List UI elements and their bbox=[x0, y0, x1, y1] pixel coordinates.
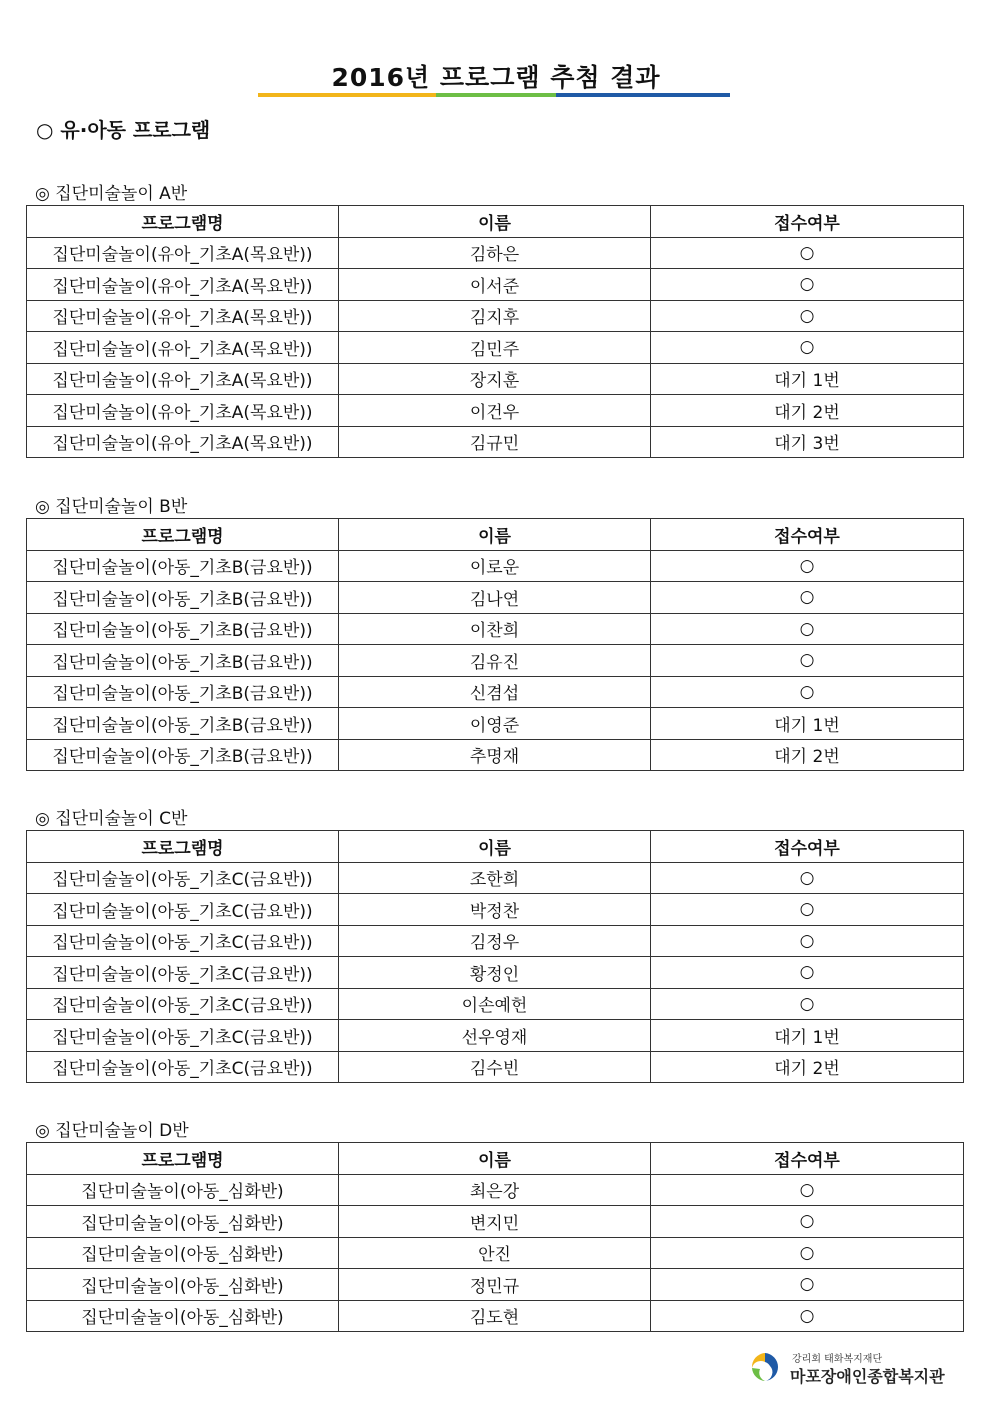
status-cell: 대기 1번 bbox=[651, 363, 964, 395]
status-cell: ○ bbox=[651, 1300, 964, 1332]
organization-logo bbox=[748, 1348, 973, 1388]
result-table bbox=[26, 518, 964, 771]
applicant-name-cell: 선우영재 bbox=[339, 1020, 651, 1052]
status-cell: 대기 1번 bbox=[651, 708, 964, 740]
applicant-name-cell: 김수빈 bbox=[339, 1051, 651, 1083]
status-cell: ○ bbox=[651, 582, 964, 614]
status-cell: ○ bbox=[651, 957, 964, 989]
table-row bbox=[27, 1300, 964, 1332]
program-name-cell: 집단미술놀이(아동_심화반) bbox=[27, 1206, 339, 1238]
applicant-name-cell: 추명재 bbox=[339, 739, 651, 771]
status-cell: 대기 2번 bbox=[651, 395, 964, 427]
applicant-name-cell: 김하은 bbox=[339, 237, 651, 269]
title-underline bbox=[258, 93, 730, 97]
program-name-header: 프로그램명 bbox=[27, 1143, 339, 1175]
applicant-name-cell: 이건우 bbox=[339, 395, 651, 427]
status-header: 접수여부 bbox=[651, 206, 964, 238]
table-row bbox=[27, 925, 964, 957]
status-header: 접수여부 bbox=[651, 831, 964, 863]
program-name-header: 프로그램명 bbox=[27, 206, 339, 238]
applicant-name-cell: 이서준 bbox=[339, 269, 651, 301]
status-cell: 대기 2번 bbox=[651, 1051, 964, 1083]
program-name-cell: 집단미술놀이(아동_기초C(금요반)) bbox=[27, 1051, 339, 1083]
status-header: 접수여부 bbox=[651, 1143, 964, 1175]
applicant-name-cell: 김민주 bbox=[339, 332, 651, 364]
group-title: ◎ 집단미술놀이 C반 bbox=[35, 809, 188, 829]
table-header-row bbox=[27, 519, 964, 551]
table-row bbox=[27, 582, 964, 614]
applicant-name-cell: 조한희 bbox=[339, 862, 651, 894]
program-name-cell: 집단미술놀이(아동_기초B(금요반)) bbox=[27, 613, 339, 645]
applicant-name-cell: 안진 bbox=[339, 1237, 651, 1269]
table-row bbox=[27, 676, 964, 708]
applicant-name-cell: 김규민 bbox=[339, 426, 651, 458]
status-cell: ○ bbox=[651, 550, 964, 582]
program-name-cell: 집단미술놀이(유아_기초A(목요반)) bbox=[27, 300, 339, 332]
applicant-name-cell: 김정우 bbox=[339, 925, 651, 957]
program-group bbox=[26, 1121, 963, 1332]
program-name-cell: 집단미술놀이(아동_기초C(금요반)) bbox=[27, 894, 339, 926]
program-name-cell: 집단미술놀이(아동_기초B(금요반)) bbox=[27, 739, 339, 771]
applicant-name-cell: 장지훈 bbox=[339, 363, 651, 395]
program-name-cell: 집단미술놀이(유아_기초A(목요반)) bbox=[27, 395, 339, 427]
result-table bbox=[26, 205, 964, 458]
program-name-cell: 집단미술놀이(유아_기초A(목요반)) bbox=[27, 332, 339, 364]
result-table bbox=[26, 830, 964, 1083]
table-row bbox=[27, 1206, 964, 1238]
applicant-name-cell: 이영준 bbox=[339, 708, 651, 740]
table-row bbox=[27, 332, 964, 364]
applicant-name-cell: 이손예헌 bbox=[339, 988, 651, 1020]
applicant-name-cell: 김지후 bbox=[339, 300, 651, 332]
table-row bbox=[27, 645, 964, 677]
applicant-name-cell: 이찬희 bbox=[339, 613, 651, 645]
table-row bbox=[27, 1020, 964, 1052]
group-title: ◎ 집단미술놀이 A반 bbox=[35, 184, 188, 204]
program-name-cell: 집단미술놀이(아동_기초B(금요반)) bbox=[27, 708, 339, 740]
title-underline-blue bbox=[556, 93, 730, 97]
program-name-cell: 집단미술놀이(아동_기초C(금요반)) bbox=[27, 957, 339, 989]
name-header: 이름 bbox=[339, 831, 651, 863]
name-header: 이름 bbox=[339, 519, 651, 551]
status-cell: 대기 1번 bbox=[651, 1020, 964, 1052]
table-row bbox=[27, 1051, 964, 1083]
applicant-name-cell: 김나연 bbox=[339, 582, 651, 614]
status-cell: ○ bbox=[651, 613, 964, 645]
table-row bbox=[27, 988, 964, 1020]
table-row bbox=[27, 894, 964, 926]
program-name-cell: 집단미술놀이(아동_기초C(금요반)) bbox=[27, 925, 339, 957]
applicant-name-cell: 황정인 bbox=[339, 957, 651, 989]
applicant-name-cell: 김유진 bbox=[339, 645, 651, 677]
name-header: 이름 bbox=[339, 1143, 651, 1175]
table-row bbox=[27, 613, 964, 645]
status-cell: 대기 3번 bbox=[651, 426, 964, 458]
status-cell: ○ bbox=[651, 645, 964, 677]
table-header-row bbox=[27, 206, 964, 238]
table-row bbox=[27, 708, 964, 740]
program-name-cell: 집단미술놀이(아동_기초C(금요반)) bbox=[27, 988, 339, 1020]
program-group bbox=[26, 184, 963, 458]
program-name-cell: 집단미술놀이(유아_기초A(목요반)) bbox=[27, 363, 339, 395]
table-row bbox=[27, 426, 964, 458]
status-cell: ○ bbox=[651, 862, 964, 894]
table-row bbox=[27, 1269, 964, 1301]
program-name-cell: 집단미술놀이(아동_심화반) bbox=[27, 1300, 339, 1332]
status-cell: ○ bbox=[651, 894, 964, 926]
table-header-row bbox=[27, 1143, 964, 1175]
status-cell: 대기 2번 bbox=[651, 739, 964, 771]
applicant-name-cell: 박정찬 bbox=[339, 894, 651, 926]
status-cell: ○ bbox=[651, 332, 964, 364]
table-row bbox=[27, 300, 964, 332]
section-heading: ○ 유·아동 프로그램 bbox=[36, 118, 211, 142]
status-cell: ○ bbox=[651, 300, 964, 332]
program-name-cell: 집단미술놀이(유아_기초A(목요반)) bbox=[27, 269, 339, 301]
table-row bbox=[27, 395, 964, 427]
table-row bbox=[27, 957, 964, 989]
title-underline-green bbox=[436, 93, 556, 97]
status-cell: ○ bbox=[651, 1237, 964, 1269]
program-name-header: 프로그램명 bbox=[27, 831, 339, 863]
name-header: 이름 bbox=[339, 206, 651, 238]
table-row bbox=[27, 1174, 964, 1206]
status-cell: ○ bbox=[651, 1174, 964, 1206]
status-header: 접수여부 bbox=[651, 519, 964, 551]
program-name-cell: 집단미술놀이(유아_기초A(목요반)) bbox=[27, 426, 339, 458]
program-name-cell: 집단미술놀이(유아_기초A(목요반)) bbox=[27, 237, 339, 269]
program-name-header: 프로그램명 bbox=[27, 519, 339, 551]
table-row bbox=[27, 237, 964, 269]
status-cell: ○ bbox=[651, 988, 964, 1020]
table-row bbox=[27, 363, 964, 395]
table-row bbox=[27, 1237, 964, 1269]
applicant-name-cell: 김도현 bbox=[339, 1300, 651, 1332]
table-row bbox=[27, 550, 964, 582]
status-cell: ○ bbox=[651, 1206, 964, 1238]
program-name-cell: 집단미술놀이(아동_기초C(금요반)) bbox=[27, 1020, 339, 1052]
group-title: ◎ 집단미술놀이 B반 bbox=[35, 497, 188, 517]
applicant-name-cell: 신겸섭 bbox=[339, 676, 651, 708]
program-name-cell: 집단미술놀이(아동_기초B(금요반)) bbox=[27, 676, 339, 708]
applicant-name-cell: 최은강 bbox=[339, 1174, 651, 1206]
result-table bbox=[26, 1142, 964, 1332]
program-name-cell: 집단미술놀이(아동_기초C(금요반)) bbox=[27, 862, 339, 894]
program-group bbox=[26, 497, 963, 771]
status-cell: ○ bbox=[651, 676, 964, 708]
logo-emblem-icon bbox=[748, 1350, 782, 1384]
program-name-cell: 집단미술놀이(아동_심화반) bbox=[27, 1269, 339, 1301]
table-row bbox=[27, 269, 964, 301]
status-cell: ○ bbox=[651, 1269, 964, 1301]
page-title: 2016년 프로그램 추첨 결과 bbox=[331, 63, 661, 92]
program-name-cell: 집단미술놀이(아동_심화반) bbox=[27, 1174, 339, 1206]
table-row bbox=[27, 862, 964, 894]
title-underline-yellow bbox=[258, 93, 436, 97]
program-name-cell: 집단미술놀이(아동_심화반) bbox=[27, 1237, 339, 1269]
table-row bbox=[27, 739, 964, 771]
logo-organization-name: 마포장애인종합복지관 bbox=[790, 1367, 945, 1386]
program-name-cell: 집단미술놀이(아동_기초B(금요반)) bbox=[27, 645, 339, 677]
program-name-cell: 집단미술놀이(아동_기초B(금요반)) bbox=[27, 550, 339, 582]
program-name-cell: 집단미술놀이(아동_기초B(금요반)) bbox=[27, 582, 339, 614]
program-group bbox=[26, 809, 963, 1083]
applicant-name-cell: 변지민 bbox=[339, 1206, 651, 1238]
logo-foundation-name: 강리회 태화복지재단 bbox=[792, 1354, 883, 1365]
applicant-name-cell: 정민규 bbox=[339, 1269, 651, 1301]
status-cell: ○ bbox=[651, 269, 964, 301]
status-cell: ○ bbox=[651, 237, 964, 269]
status-cell: ○ bbox=[651, 925, 964, 957]
applicant-name-cell: 이로운 bbox=[339, 550, 651, 582]
group-title: ◎ 집단미술놀이 D반 bbox=[35, 1121, 189, 1141]
table-header-row bbox=[27, 831, 964, 863]
